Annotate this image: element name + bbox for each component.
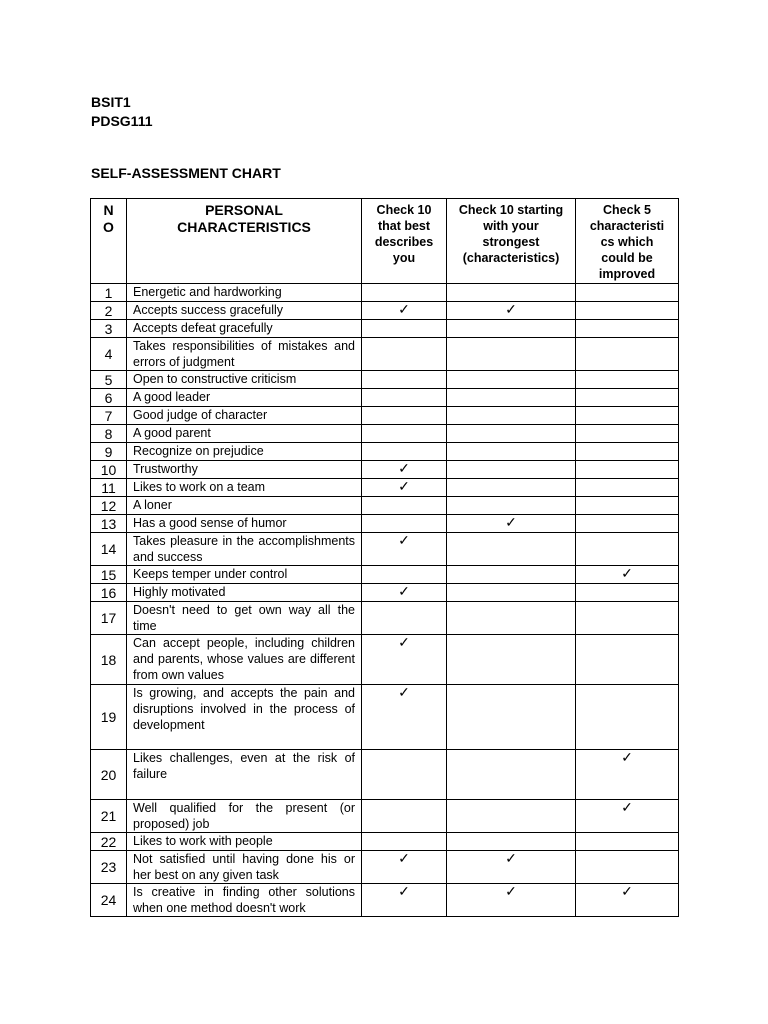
improved-cell (576, 407, 679, 425)
row-number: 11 (91, 479, 127, 497)
check-mark-icon: ✓ (398, 478, 410, 494)
row-number: 20 (91, 750, 127, 800)
best-describes-cell (362, 320, 447, 338)
strongest-cell (447, 443, 576, 461)
check-mark-icon: ✓ (621, 565, 633, 581)
characteristic-text: Takes responsibilities of mistakes and errors of judgment (127, 338, 362, 371)
check-mark-icon: ✓ (505, 850, 517, 866)
header-strongest (447, 199, 576, 284)
strongest-cell (447, 685, 576, 750)
check-mark-icon: ✓ (398, 684, 410, 700)
best-describes-cell (362, 884, 447, 917)
strongest-cell (447, 584, 576, 602)
row-number: 5 (91, 371, 127, 389)
improved-cell (576, 685, 679, 750)
table-row (91, 338, 679, 371)
characteristic-text: Has a good sense of humor (127, 515, 362, 533)
characteristic-text: Good judge of character (127, 407, 362, 425)
characteristic-text: A loner (127, 497, 362, 515)
row-number: 13 (91, 515, 127, 533)
best-describes-cell (362, 389, 447, 407)
strongest-cell (447, 389, 576, 407)
check-mark-icon: ✓ (398, 850, 410, 866)
header-improved-text: Check 5 characteristi cs which could be improved (589, 203, 665, 281)
course-code: PDSG111 (91, 113, 153, 129)
strongest-cell (447, 497, 576, 515)
best-describes-cell (362, 533, 447, 566)
strongest-cell (447, 602, 576, 635)
check-mark-icon: ✓ (621, 749, 633, 765)
header-no-text: N O (103, 202, 114, 235)
row-number: 1 (91, 284, 127, 302)
best-describes-cell (362, 750, 447, 800)
best-describes-cell (362, 602, 447, 635)
best-describes-cell (362, 635, 447, 685)
table-row (91, 566, 679, 584)
row-number: 8 (91, 425, 127, 443)
row-number: 24 (91, 884, 127, 917)
characteristic-text: Is creative in finding other solutions when one method doesn't work (127, 884, 362, 917)
strongest-cell (447, 461, 576, 479)
table-row (91, 833, 679, 851)
improved-cell (576, 800, 679, 833)
best-describes-cell (362, 371, 447, 389)
table-row (91, 371, 679, 389)
row-number: 3 (91, 320, 127, 338)
row-number: 4 (91, 338, 127, 371)
table-row (91, 750, 679, 800)
best-describes-cell (362, 833, 447, 851)
table-row (91, 884, 679, 917)
table-row (91, 800, 679, 833)
self-assessment-table (90, 198, 679, 917)
row-number: 16 (91, 584, 127, 602)
table-row (91, 515, 679, 533)
table-row (91, 533, 679, 566)
best-describes-cell (362, 515, 447, 533)
best-describes-cell (362, 497, 447, 515)
characteristic-text: Is growing, and accepts the pain and disruptions involved in the process of development (127, 685, 362, 750)
improved-cell (576, 884, 679, 917)
characteristic-text: Open to constructive criticism (127, 371, 362, 389)
document-header (91, 93, 153, 131)
improved-cell (576, 338, 679, 371)
table-row (91, 851, 679, 884)
best-describes-cell (362, 407, 447, 425)
row-number: 12 (91, 497, 127, 515)
best-describes-cell (362, 461, 447, 479)
table-row (91, 461, 679, 479)
improved-cell (576, 425, 679, 443)
characteristic-text: Not satisfied until having done his or her best on any given task (127, 851, 362, 884)
row-number: 21 (91, 800, 127, 833)
improved-cell (576, 584, 679, 602)
improved-cell (576, 750, 679, 800)
header-characteristics-text: PERSONAL CHARACTERISTICS (177, 202, 311, 235)
characteristic-text: Likes challenges, even at the risk of failure (127, 750, 362, 800)
strongest-cell (447, 566, 576, 584)
characteristic-text: Well qualified for the present (or proposed) job (127, 800, 362, 833)
improved-cell (576, 389, 679, 407)
course-section: BSIT1 (91, 94, 131, 110)
characteristic-text: Keeps temper under control (127, 566, 362, 584)
strongest-cell (447, 851, 576, 884)
strongest-cell (447, 320, 576, 338)
strongest-cell (447, 515, 576, 533)
improved-cell (576, 602, 679, 635)
table-row (91, 284, 679, 302)
improved-cell (576, 533, 679, 566)
table-row (91, 443, 679, 461)
strongest-cell (447, 284, 576, 302)
table-row (91, 685, 679, 750)
improved-cell (576, 479, 679, 497)
check-mark-icon: ✓ (505, 883, 517, 899)
strongest-cell (447, 533, 576, 566)
check-mark-icon: ✓ (398, 583, 410, 599)
table-row (91, 320, 679, 338)
characteristic-text: Accepts defeat gracefully (127, 320, 362, 338)
table-row (91, 302, 679, 320)
strongest-cell (447, 833, 576, 851)
header-best-describes (362, 199, 447, 284)
table-row (91, 389, 679, 407)
improved-cell (576, 833, 679, 851)
strongest-cell (447, 750, 576, 800)
strongest-cell (447, 371, 576, 389)
characteristic-text: Recognize on prejudice (127, 443, 362, 461)
row-number: 6 (91, 389, 127, 407)
improved-cell (576, 515, 679, 533)
improved-cell (576, 566, 679, 584)
best-describes-cell (362, 425, 447, 443)
strongest-cell (447, 635, 576, 685)
strongest-cell (447, 338, 576, 371)
best-describes-cell (362, 302, 447, 320)
strongest-cell (447, 884, 576, 917)
check-mark-icon: ✓ (398, 883, 410, 899)
row-number: 15 (91, 566, 127, 584)
best-describes-cell (362, 584, 447, 602)
improved-cell (576, 851, 679, 884)
characteristic-text: Trustworthy (127, 461, 362, 479)
check-mark-icon: ✓ (398, 634, 410, 650)
header-no (91, 199, 127, 284)
best-describes-cell (362, 685, 447, 750)
header-best-describes-text: Check 10 that best describes you (374, 203, 434, 265)
table-row (91, 584, 679, 602)
characteristic-text: Highly motivated (127, 584, 362, 602)
table-row (91, 425, 679, 443)
check-mark-icon: ✓ (505, 514, 517, 530)
best-describes-cell (362, 851, 447, 884)
check-mark-icon: ✓ (398, 301, 410, 317)
row-number: 14 (91, 533, 127, 566)
table-row (91, 407, 679, 425)
chart-title: SELF-ASSESSMENT CHART (91, 165, 281, 181)
best-describes-cell (362, 443, 447, 461)
check-mark-icon: ✓ (398, 460, 410, 476)
characteristic-text: Likes to work on a team (127, 479, 362, 497)
check-mark-icon: ✓ (621, 799, 633, 815)
row-number: 19 (91, 685, 127, 750)
table-row (91, 479, 679, 497)
characteristic-text: A good parent (127, 425, 362, 443)
header-improved (576, 199, 679, 284)
best-describes-cell (362, 284, 447, 302)
strongest-cell (447, 479, 576, 497)
improved-cell (576, 497, 679, 515)
strongest-cell (447, 302, 576, 320)
strongest-cell (447, 407, 576, 425)
row-number: 2 (91, 302, 127, 320)
characteristic-text: Doesn't need to get own way all the time (127, 602, 362, 635)
table-row (91, 497, 679, 515)
table-row (91, 635, 679, 685)
row-number: 22 (91, 833, 127, 851)
improved-cell (576, 461, 679, 479)
improved-cell (576, 302, 679, 320)
improved-cell (576, 320, 679, 338)
characteristic-text: Takes pleasure in the accomplishments and success (127, 533, 362, 566)
improved-cell (576, 635, 679, 685)
row-number: 17 (91, 602, 127, 635)
best-describes-cell (362, 479, 447, 497)
strongest-cell (447, 800, 576, 833)
header-characteristics (127, 199, 362, 284)
characteristic-text: A good leader (127, 389, 362, 407)
header-strongest-text: Check 10 starting with your strongest (characteristics) (458, 203, 564, 265)
row-number: 10 (91, 461, 127, 479)
row-number: 7 (91, 407, 127, 425)
check-mark-icon: ✓ (398, 532, 410, 548)
improved-cell (576, 284, 679, 302)
row-number: 9 (91, 443, 127, 461)
characteristic-text: Can accept people, including children and parents, whose values are different from own values (127, 635, 362, 685)
row-number: 23 (91, 851, 127, 884)
table-row (91, 602, 679, 635)
characteristic-text: Likes to work with people (127, 833, 362, 851)
check-mark-icon: ✓ (505, 301, 517, 317)
characteristic-text: Energetic and hardworking (127, 284, 362, 302)
improved-cell (576, 443, 679, 461)
best-describes-cell (362, 800, 447, 833)
improved-cell (576, 371, 679, 389)
characteristic-text: Accepts success gracefully (127, 302, 362, 320)
row-number: 18 (91, 635, 127, 685)
strongest-cell (447, 425, 576, 443)
best-describes-cell (362, 338, 447, 371)
best-describes-cell (362, 566, 447, 584)
check-mark-icon: ✓ (621, 883, 633, 899)
